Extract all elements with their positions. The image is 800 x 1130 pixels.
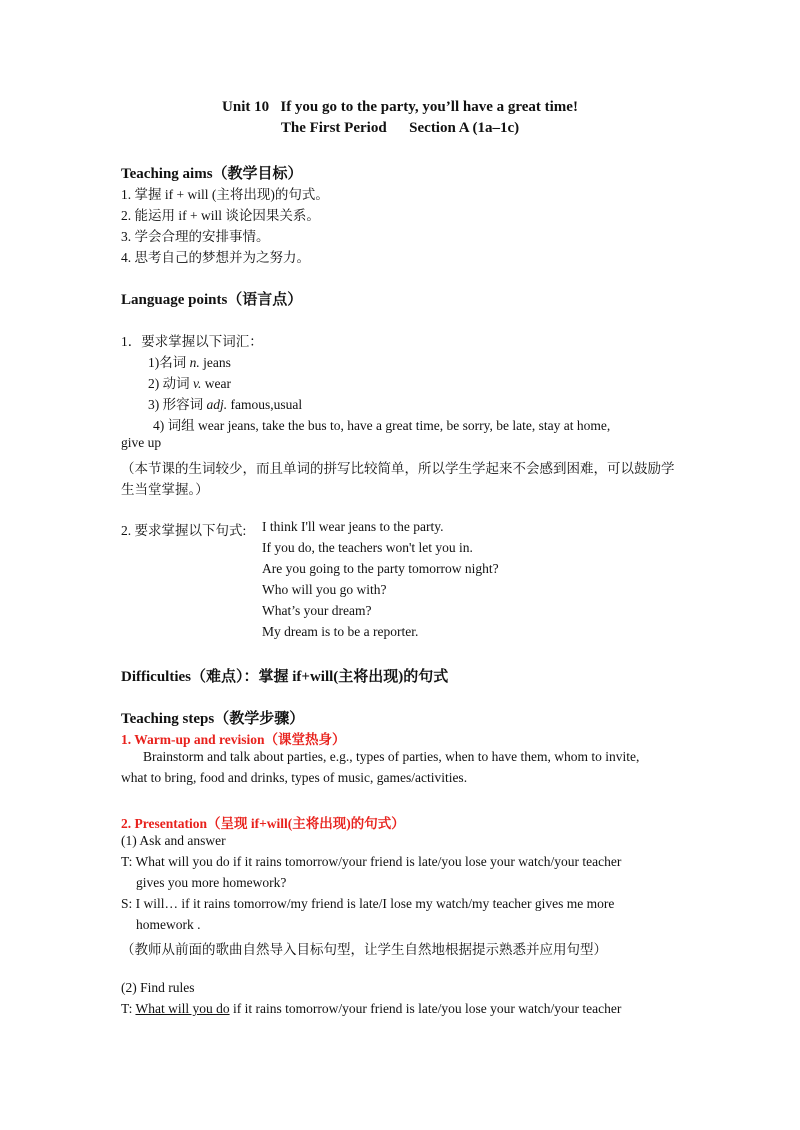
find-rules-heading: (2) Find rules: [121, 980, 195, 995]
sentence-pattern: I think I'll wear jeans to the party.: [262, 519, 444, 534]
sentence-pattern: If you do, the teachers won't let you in.: [262, 540, 473, 555]
ask-answer-heading: (1) Ask and answer: [121, 833, 226, 848]
teaching-aims-heading: Teaching aims（教学目标）: [121, 166, 303, 182]
aim-item: 1. 掌握 if + will (主将出现)的句式。: [121, 187, 329, 202]
vocab-phrases: 4) 词组 wear jeans, take the bus to, have a great time, be sorry, be late, stay at home,: [153, 418, 611, 433]
vocab-intro: 1．要求掌握以下词汇：: [121, 334, 263, 349]
warmup-heading: 1. Warm-up and revision（课堂热身）: [121, 732, 346, 747]
presentation-heading: 2. Presentation（呈现 if+will(主将出现)的句式）: [121, 816, 405, 831]
warmup-text-cont: what to bring, food and drinks, types of music, games/activities.: [121, 770, 468, 785]
aim-item: 4. 思考自己的梦想并为之努力。: [121, 250, 310, 265]
sentence-pattern: What’s your dream?: [262, 603, 372, 618]
difficulties-heading: Difficulties（难点）：掌握 if+will(主将出现)的句式: [121, 669, 449, 685]
teaching-steps-heading: Teaching steps（教学步骤）: [121, 711, 305, 727]
vocab-noun: 1)名词 n. jeans: [148, 355, 231, 370]
vocab-note: （本节课的生词较少，而且单词的拼写比较简单，所以学生学起来不会感到困难，可以鼓励学: [121, 461, 675, 476]
document-subtitle: The First Period Section A (1a–1c): [280, 120, 520, 136]
sentence-pattern: Who will you go with?: [262, 582, 387, 597]
document-title: Unit 10 If you go to the party, you’ll have a great time!: [222, 99, 578, 115]
vocab-phrases-cont: give up: [121, 435, 162, 450]
aim-item: 3. 学会合理的安排事情。: [121, 229, 270, 244]
teacher-question-cont: gives you more homework?: [136, 875, 287, 890]
vocab-adj: 3) 形容词 adj. famous,usual: [148, 397, 303, 412]
warmup-text: Brainstorm and talk about parties, e.g., types of parties, when to have them, whom to invite,: [143, 749, 640, 764]
sentence-pattern: My dream is to be a reporter.: [262, 624, 419, 639]
sentence-intro: 2. 要求掌握以下句式:: [121, 523, 247, 538]
aim-item: 2. 能运用 if + will 谈论因果关系。: [121, 208, 320, 223]
find-rules-question: T: What will you do if it rains tomorrow/your friend is late/you lose your watch/your teacher: [121, 1001, 622, 1016]
teacher-question: T: What will you do if it rains tomorrow/your friend is late/you lose your watch/your teacher: [121, 854, 622, 869]
teacher-note: （教师从前面的歌曲自然导入目标句型，让学生自然地根据提示熟悉并应用句型）: [121, 942, 607, 957]
student-answer: S: I will… if it rains tomorrow/my friend is late/I lose my watch/my teacher gives me more: [121, 896, 615, 911]
language-points-heading: Language points（语言点）: [121, 292, 303, 308]
student-answer-cont: homework .: [136, 917, 201, 932]
sentence-pattern: Are you going to the party tomorrow night?: [262, 561, 499, 576]
vocab-note-cont: 生当堂掌握。）: [121, 482, 209, 497]
vocab-verb: 2) 动词 v. wear: [148, 376, 231, 391]
